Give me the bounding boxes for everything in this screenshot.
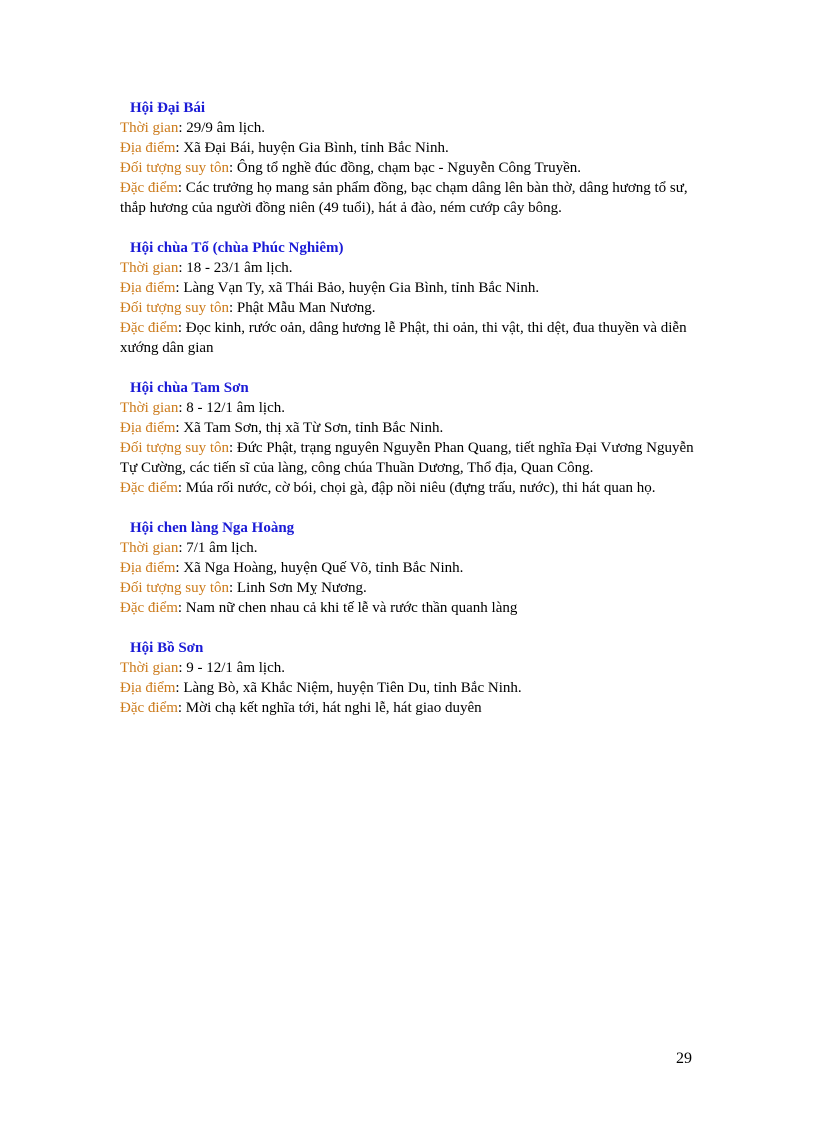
field-label: Đặc điểm [120, 600, 178, 616]
festival-entry [120, 238, 710, 358]
field-value: : 29/9 âm lịch. [178, 120, 265, 136]
festival-title: Hội Đại Bái [130, 100, 206, 116]
field-label: Địa điểm [120, 680, 176, 696]
field-honoree [120, 298, 710, 318]
field-label: Thời gian [120, 400, 179, 416]
field-honoree [120, 438, 710, 478]
field-label: Đối tượng suy tôn [120, 300, 229, 316]
field-time [120, 258, 710, 278]
field-value: : 9 - 12/1 âm lịch. [178, 660, 285, 676]
festival-entry [120, 518, 710, 618]
field-value: : Đức Phật, trạng nguyên Nguyễn Phan Quang, tiết nghĩa Đại Vương Nguyễn Tự Cường, các tiến sĩ của làng, công chúa Thuần Dương, Thổ địa, Quan Công. [120, 440, 694, 476]
field-label: Địa điểm [120, 560, 176, 576]
field-label: Đặc điểm [120, 180, 178, 196]
festival-title: Hội chùa Tam Sơn [130, 380, 249, 396]
field-label: Thời gian [120, 120, 179, 136]
field-value: : Xã Đại Bái, huyện Gia Bình, tỉnh Bắc Ninh. [175, 140, 449, 156]
field-value: : Nam nữ chen nhau cả khi tế lễ và rước thần quanh làng [177, 600, 518, 616]
field-time [120, 118, 710, 138]
festival-entry [120, 378, 710, 498]
field-value: : Xã Tam Sơn, thị xã Từ Sơn, tỉnh Bắc Ninh. [175, 420, 444, 436]
page-number: 29 [676, 1050, 692, 1067]
field-value: : Múa rối nước, cờ bói, chọi gà, đập nồi niêu (đựng trấu, nước), thi hát quan họ. [177, 480, 656, 496]
field-time [120, 538, 710, 558]
field-features [120, 178, 710, 218]
field-value: : Làng Vạn Ty, xã Thái Bảo, huyện Gia Bình, tỉnh Bắc Ninh. [175, 280, 540, 296]
field-value: : Phật Mẫu Man Nương. [228, 300, 376, 316]
field-location [120, 418, 710, 438]
field-value: : Đọc kinh, rước oản, dâng hương lễ Phật, thi oản, thi vật, thi dệt, đua thuyền và diễn xướng dân gian [120, 320, 687, 356]
field-label: Địa điểm [120, 420, 176, 436]
field-features [120, 698, 710, 718]
field-value: : 8 - 12/1 âm lịch. [178, 400, 285, 416]
festival-entry [120, 638, 710, 718]
document-page [120, 98, 710, 738]
field-value: : 18 - 23/1 âm lịch. [178, 260, 293, 276]
field-honoree [120, 158, 710, 178]
festival-entry [120, 98, 710, 218]
field-honoree [120, 578, 710, 598]
field-value: : Linh Sơn Mỵ Nương. [228, 580, 367, 596]
field-features [120, 318, 710, 358]
field-label: Thời gian [120, 540, 179, 556]
field-time [120, 658, 710, 678]
field-value: : Các trưởng họ mang sản phẩm đồng, bạc chạm dâng lên bàn thờ, dâng hương tổ sư, thắp hương của người đồng niên (49 tuổi), hát ả đào, ném cướp cây bông. [120, 180, 688, 216]
field-value: : Ông tổ nghề đúc đồng, chạm bạc - Nguyễn Công Truyền. [228, 160, 582, 176]
field-value: : 7/1 âm lịch. [178, 540, 258, 556]
field-label: Địa điểm [120, 140, 176, 156]
field-features [120, 598, 710, 618]
field-time [120, 398, 710, 418]
field-label: Đặc điểm [120, 480, 178, 496]
field-location [120, 278, 710, 298]
field-value: : Làng Bò, xã Khắc Niệm, huyện Tiên Du, tỉnh Bắc Ninh. [175, 680, 522, 696]
field-label: Địa điểm [120, 280, 176, 296]
field-value: : Xã Nga Hoàng, huyện Quế Võ, tỉnh Bắc Ninh. [175, 560, 464, 576]
field-label: Thời gian [120, 260, 179, 276]
field-location [120, 138, 710, 158]
field-label: Đối tượng suy tôn [120, 440, 229, 456]
field-location [120, 678, 710, 698]
field-value: : Mời chạ kết nghĩa tới, hát nghi lễ, hát giao duyên [177, 700, 482, 716]
field-label: Đối tượng suy tôn [120, 580, 229, 596]
field-features [120, 478, 710, 498]
festival-title: Hội chen làng Nga Hoàng [130, 520, 295, 536]
field-label: Đối tượng suy tôn [120, 160, 229, 176]
field-label: Đặc điểm [120, 700, 178, 716]
festival-title: Hội chùa Tổ (chùa Phúc Nghiêm) [130, 240, 344, 256]
festival-title: Hội Bồ Sơn [130, 640, 204, 656]
field-location [120, 558, 710, 578]
field-label: Đặc điểm [120, 320, 178, 336]
field-label: Thời gian [120, 660, 179, 676]
